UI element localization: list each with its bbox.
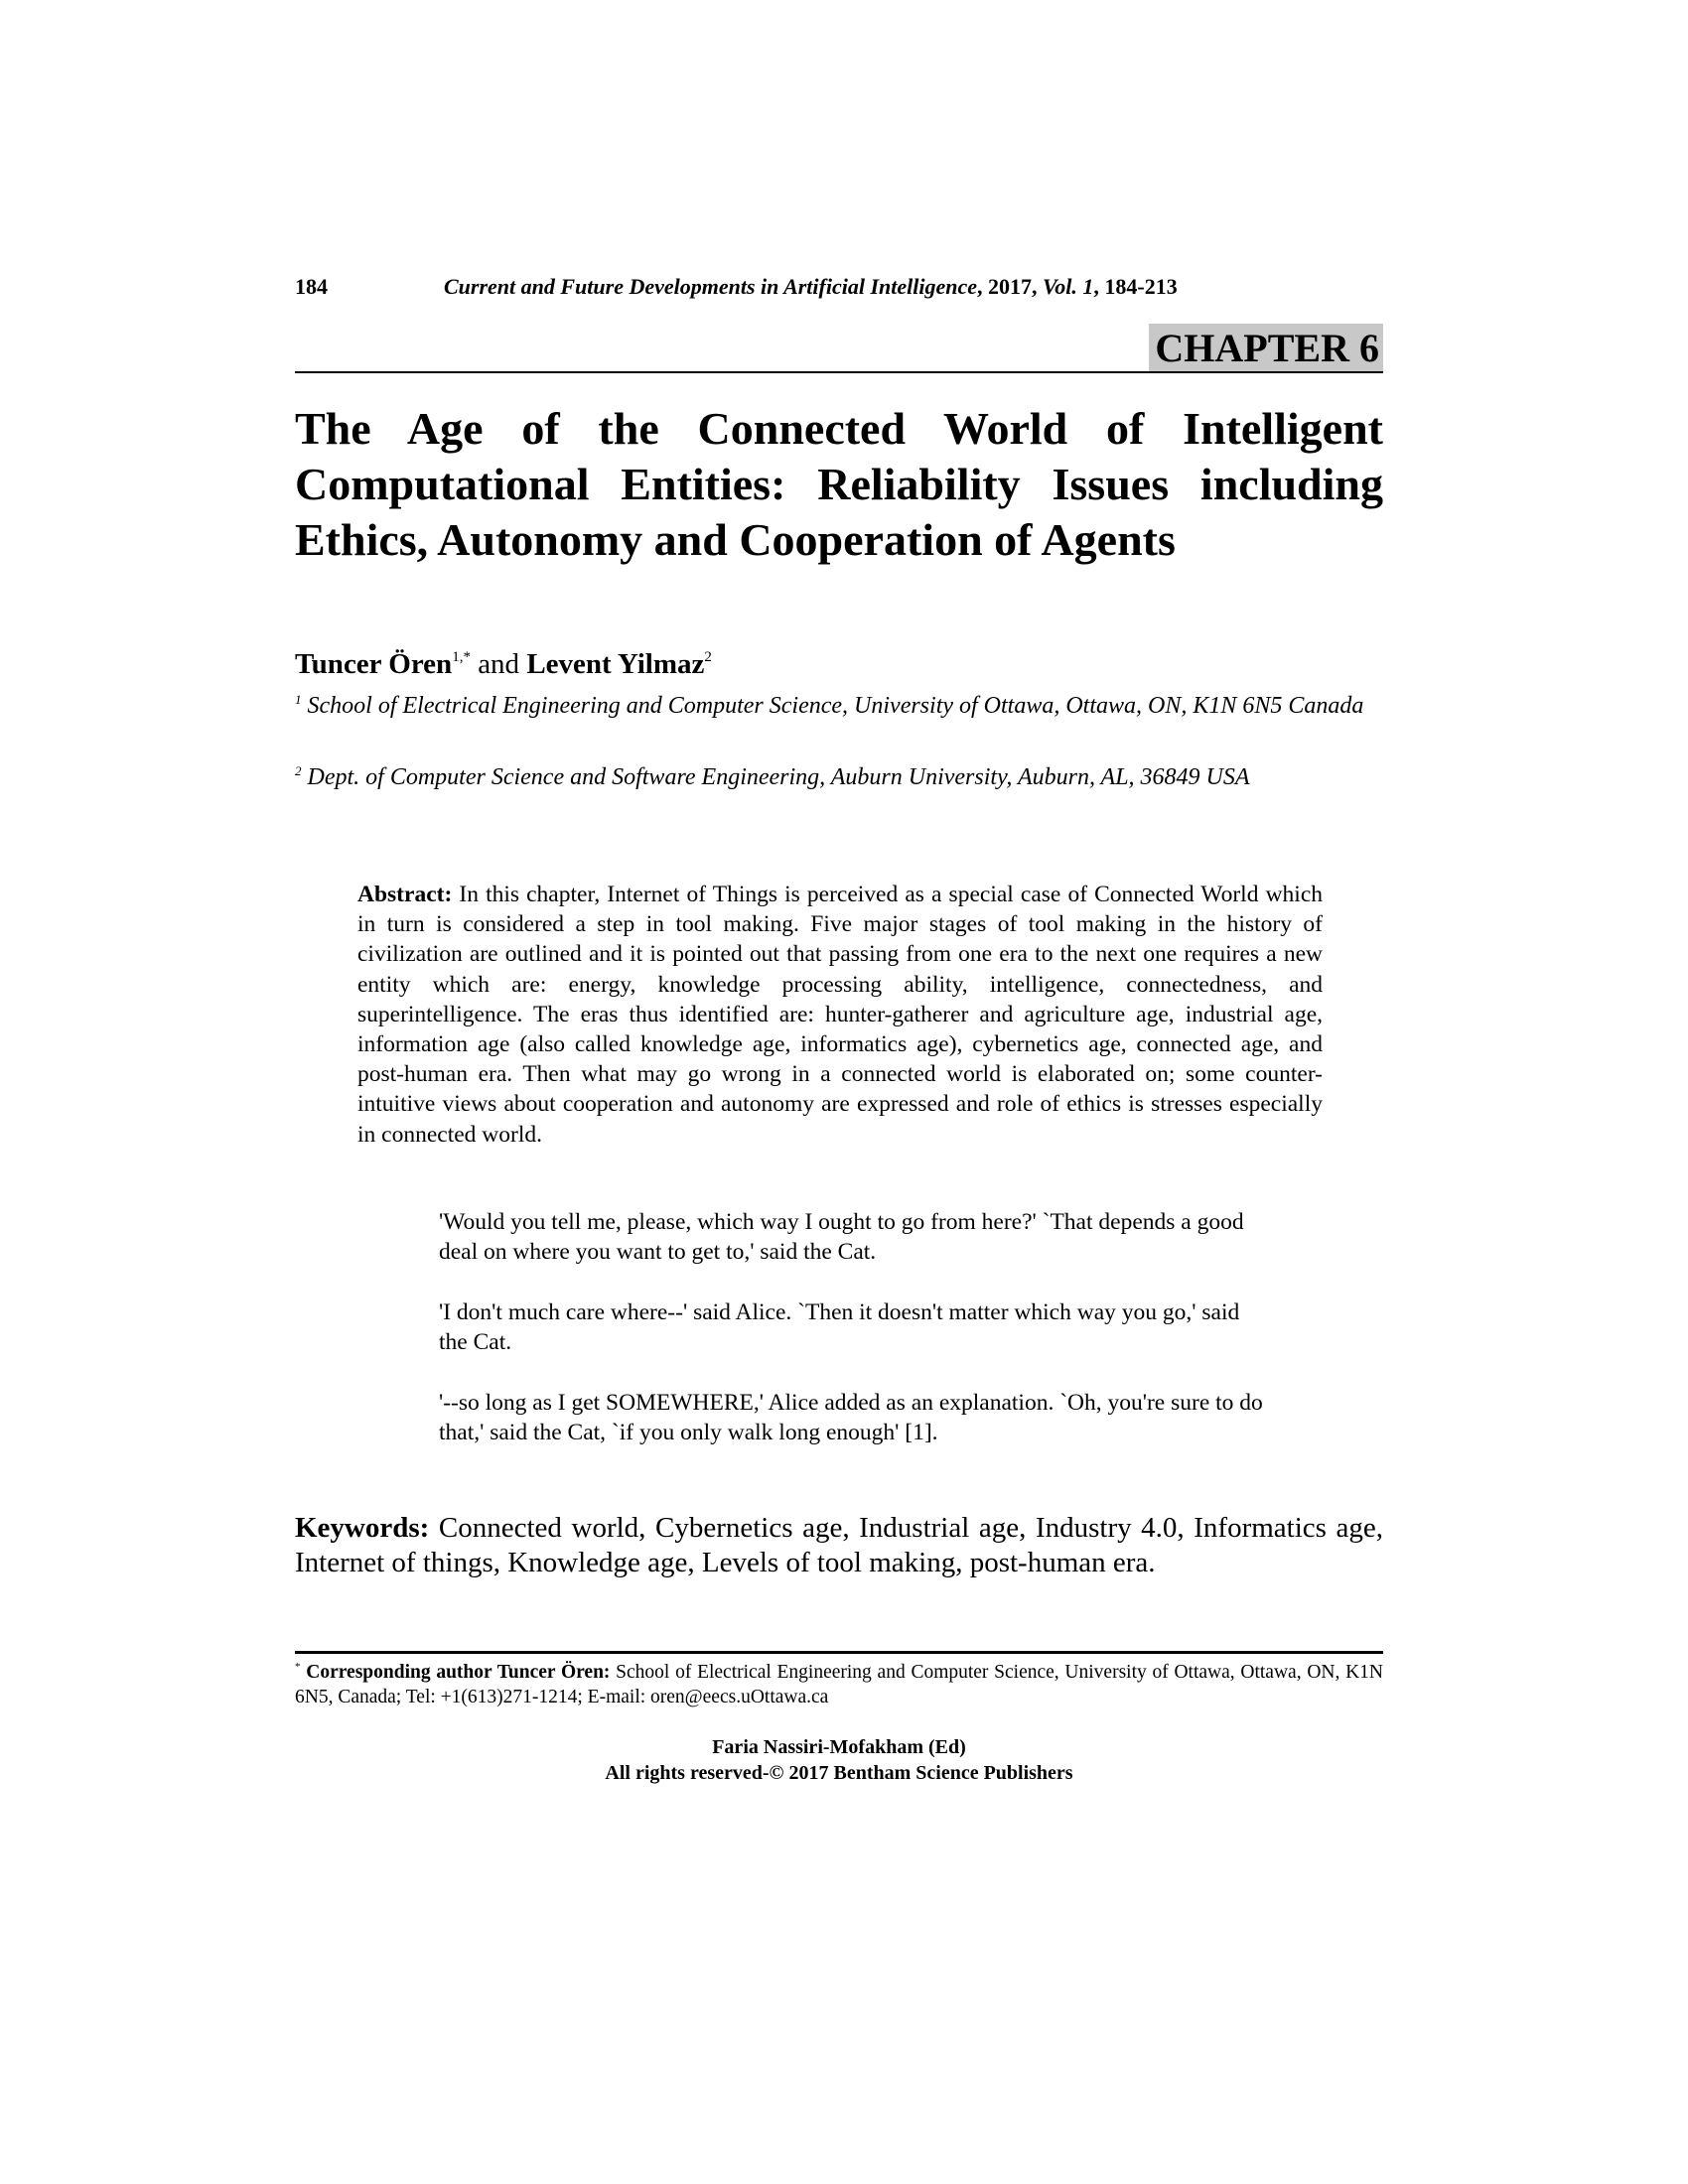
author-1-marker: 1,* bbox=[452, 649, 471, 665]
journal-volume: Vol. 1 bbox=[1043, 274, 1094, 299]
footnote-marker: * bbox=[295, 1661, 301, 1673]
affiliation-1 bbox=[295, 691, 1383, 721]
author-1: Tuncer Ören bbox=[295, 648, 453, 680]
journal-pages: , 184-213 bbox=[1093, 274, 1178, 299]
corresponding-author-footnote bbox=[295, 1660, 1383, 1709]
abstract-text: In this chapter, Internet of Things is perceived as a special case of Connected World which in turn is considered a step in tool making. Five major stages of tool making in the history of civilization are outlined and it is pointed out that passing from one era to the next one requires a new entity which are: energy, knowledge processing ability, intelligence, connectedness, and superintelligence. The eras thus identified are: hunter-gatherer and agriculture age, industrial age, information age (also called knowledge age, informatics age), cybernetics age, connected age, and post-human era. Then what may go wrong in a connected world is elaborated on; some counter-intuitive views about cooperation and autonomy are expressed and role of ethics is stresses especially in connected world. bbox=[357, 882, 1323, 1148]
epigraph-quote-2: 'I don't much care where--' said Alice. `Then it doesn't matter which way you go,' said the Cat. bbox=[439, 1299, 1240, 1356]
epigraph-quote-3: '--so long as I get SOMEWHERE,' Alice added as an explanation. `Oh, you're sure to do that,' said the Cat, `if you only walk long enough' [1]. bbox=[439, 1390, 1263, 1446]
page-number: 184 bbox=[295, 274, 328, 299]
chapter-title: The Age of the Connected World of Intelligent Computational Entities: Reliability Issues including Ethics, Autonomy and Cooperation of Agents bbox=[295, 403, 1383, 565]
running-head bbox=[295, 274, 1383, 308]
keywords-label: Keywords: bbox=[295, 1512, 430, 1544]
footnote-label: Corresponding author Tuncer Ören: bbox=[306, 1662, 611, 1683]
abstract-label: Abstract: bbox=[357, 882, 453, 907]
author-line bbox=[295, 647, 712, 681]
journal-name: Current and Future Developments in Artificial Intelligence bbox=[444, 274, 978, 299]
journal-citation bbox=[444, 274, 1178, 300]
abstract bbox=[357, 880, 1323, 1150]
footnote-rule bbox=[295, 1651, 1383, 1654]
affiliation-1-text: School of Electrical Engineering and Computer Science, University of Ottawa, Ottawa, ON, K1N 6N5 Canada bbox=[307, 693, 1364, 719]
chapter-label: CHAPTER 6 bbox=[1149, 324, 1383, 371]
copyright-line: All rights reserved-© 2017 Bentham Science Publishers bbox=[605, 1762, 1073, 1784]
editor-line: Faria Nassiri-Mofakham (Ed) bbox=[712, 1736, 966, 1758]
author-2-marker: 2 bbox=[704, 649, 712, 665]
author-connector: and bbox=[470, 648, 527, 680]
keywords bbox=[295, 1511, 1383, 1580]
header-rule bbox=[295, 371, 1383, 373]
keywords-text: Connected world, Cybernetics age, Industrial age, Industry 4.0, Informatics age, Internet of things, Knowledge age, Levels of tool making, post-human era. bbox=[295, 1512, 1383, 1578]
journal-year: , 2017, bbox=[977, 274, 1044, 299]
affiliation-2-text: Dept. of Computer Science and Software Engineering, Auburn University, Auburn, AL, 36849 USA bbox=[307, 764, 1250, 790]
author-2: Levent Yilmaz bbox=[526, 648, 705, 680]
affiliation-1-marker: 1 bbox=[295, 692, 302, 707]
footnote-text: School of Electrical Engineering and Computer Science, University of Ottawa, Ottawa, ON, K1N 6N5, Canada; Tel: +1(613)271-1214; E-mail: oren@eecs.uOttawa.ca bbox=[295, 1662, 1384, 1707]
affiliation-2-marker: 2 bbox=[295, 763, 302, 778]
affiliation-2 bbox=[295, 762, 1383, 792]
epigraph-quote-1: 'Would you tell me, please, which way I ought to go from here?' `That depends a good deal on where you want to get to,' said the Cat. bbox=[439, 1209, 1244, 1266]
